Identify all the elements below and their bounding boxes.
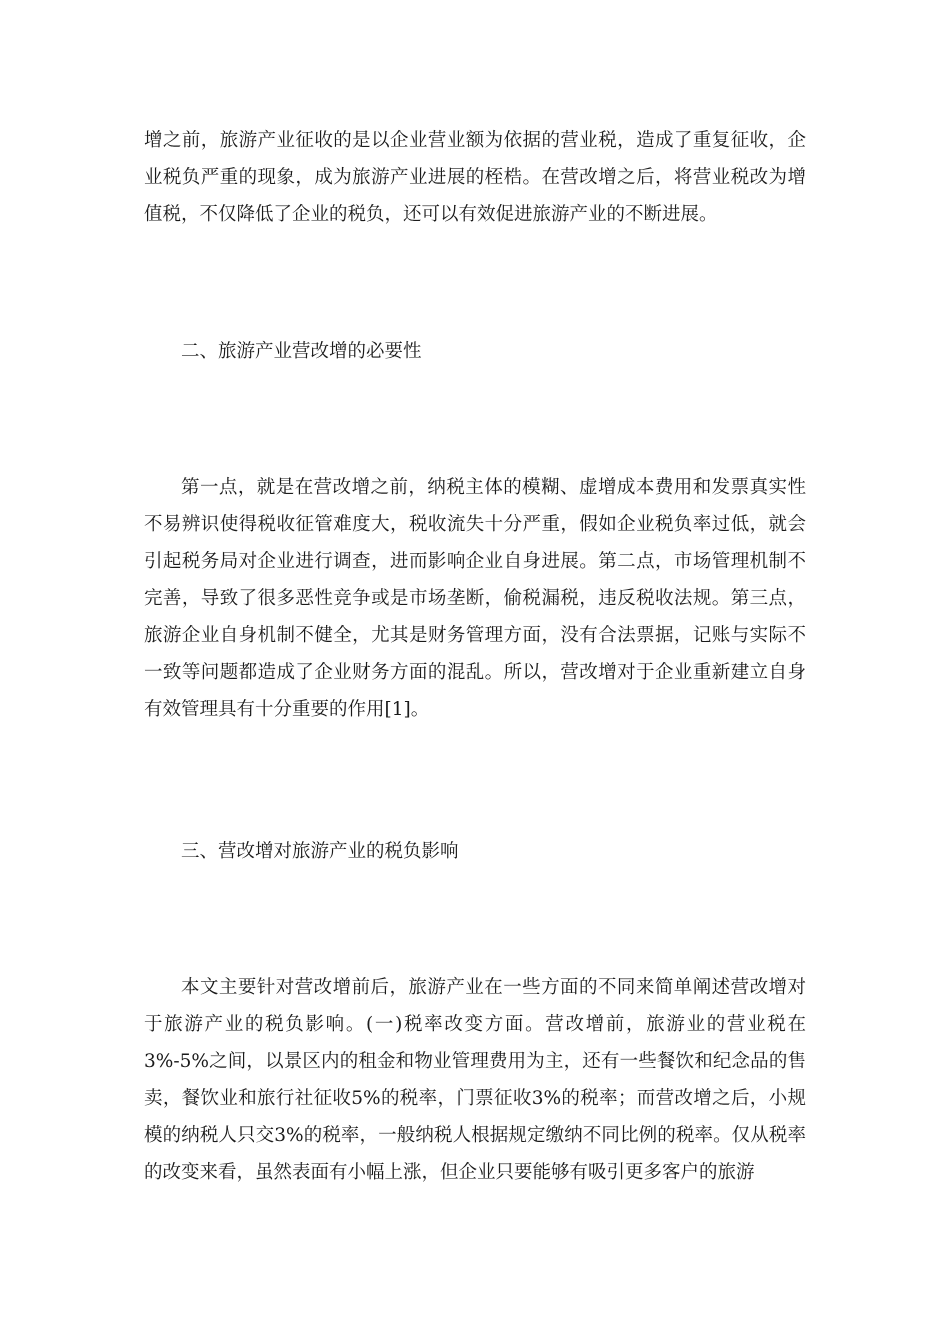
paragraph-tax-impact: 本文主要针对营改增前后，旅游产业在一些方面的不同来简单阐述营改增对于旅游产业的税负影响。(一)税率改变方面。营改增前，旅游业的营业税在3%-5%之间，以景区内的租金和物业管理费用为主，还有一些餐饮和纪念品的售卖，餐饮业和旅行社征收5%的税率，门票征收3%的税率；而营改增之后，小规模的纳税人只交3%的税率，一般纳税人根据规定缴纳不同比例的税率。仅从税率的改变来看，虽然表面有小幅上涨，但企业只要能够有吸引更多客户的旅游 xyxy=(144,977,806,1183)
section-heading-tax-impact: 三、营改增对旅游产业的税负影响 xyxy=(181,841,459,862)
section-heading-necessity: 二、旅游产业营改增的必要性 xyxy=(181,341,422,362)
paragraph-continuation: 增之前，旅游产业征收的是以企业营业额为依据的营业税，造成了重复征收，企业税负严重的现象，成为旅游产业进展的桎梏。在营改增之后，将营业税改为增值税，不仅降低了企业的税负，还可以有效促进旅游产业的不断进展。 xyxy=(144,130,806,225)
paragraph-necessity: 第一点，就是在营改增之前，纳税主体的模糊、虚增成本费用和发票真实性不易辨识使得税收征管难度大，税收流失十分严重，假如企业税负率过低，就会引起税务局对企业进行调查，进而影响企业自身进展。第二点，市场管理机制不完善，导致了很多恶性竞争或是市场垄断，偷税漏税，违反税收法规。第三点，旅游企业自身机制不健全，尤其是财务管理方面，没有合法票据，记账与实际不一致等问题都造成了企业财务方面的混乱。所以，营改增对于企业重新建立自身有效管理具有十分重要的作用[1]。 xyxy=(144,477,806,720)
